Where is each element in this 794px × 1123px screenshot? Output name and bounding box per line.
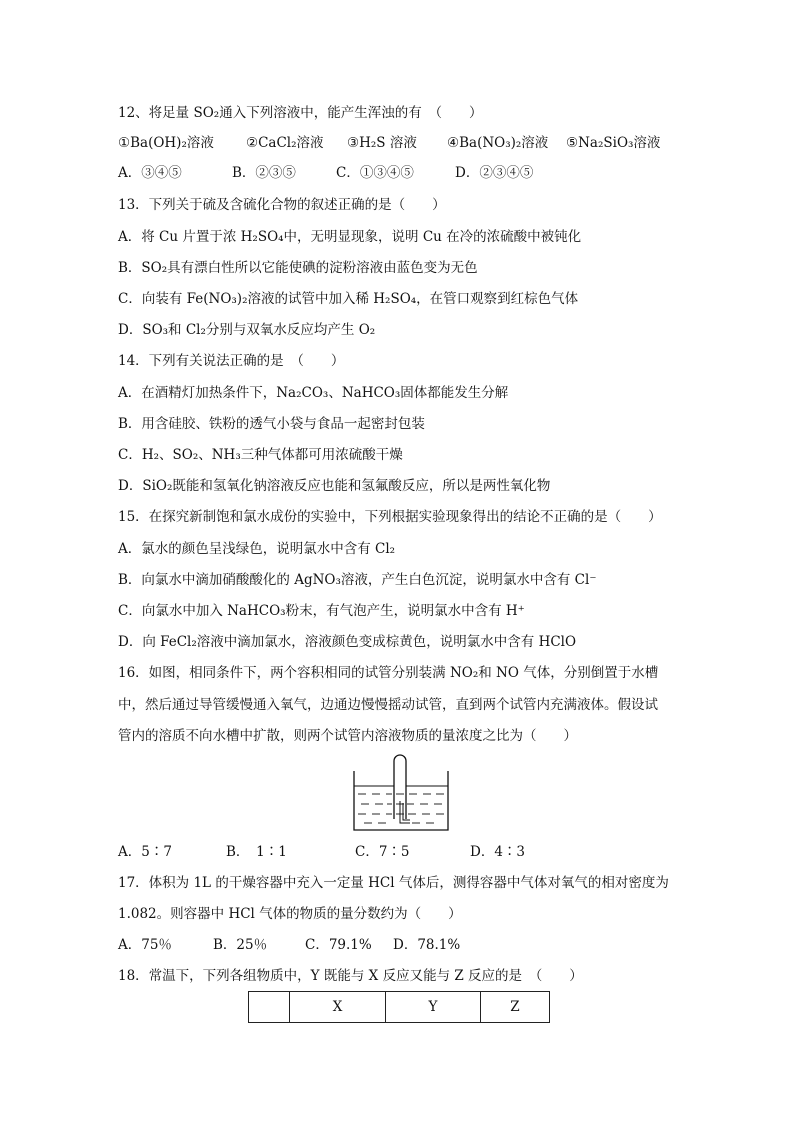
q12-stem: 12、将足量 SO₂通入下列溶液中，能产生浑浊的有 （ ） <box>118 105 483 121</box>
q17-stem-line-1: 17．体积为 1L 的干燥容器中充入一定量 HCl 气体后，测得容器中气体对氧气的相对密度为 <box>118 875 669 891</box>
q15-option-b: B．向氯水中滴加硝酸酸化的 AgNO₃溶液，产生白色沉淀，说明氯水中含有 Cl⁻ <box>118 572 597 588</box>
q13-stem: 13．下列关于硫及含硫化合物的叙述正确的是（ ） <box>118 197 446 213</box>
q17-option-b: B．25％ <box>213 937 268 953</box>
q14-option-d: D．SiO₂既能和氢氧化钠溶液反应也能和氢氟酸反应，所以是两性氧化物 <box>118 478 551 494</box>
q12-item-4: ④Ba(NO₃)₂溶液 <box>447 135 549 151</box>
q18-stem: 18．常温下，下列各组物质中，Y 既能与 X 反应又能与 Z 反应的是 （ ） <box>118 968 583 984</box>
q14-stem: 14．下列有关说法正确的是 （ ） <box>118 353 345 369</box>
q17-option-a: A．75％ <box>118 937 172 953</box>
q13-option-d: D．SO₃和 Cl₂分别与双氧水反应均产生 O₂ <box>118 322 376 338</box>
q13-option-b: B．SO₂具有漂白性所以它能使碘的淀粉溶液由蓝色变为无色 <box>118 260 478 276</box>
q14-option-b: B．用含硅胶、铁粉的透气小袋与食品一起密封包装 <box>118 416 425 432</box>
inverted-test-tube-in-water-trough-diagram <box>352 753 452 833</box>
table-header-y: Y <box>386 992 481 1023</box>
q16-stem-line-1: 16．如图，相同条件下，两个容积相同的试管分别装满 NO₂和 NO 气体，分别倒置于水槽 <box>118 665 659 681</box>
q17-stem-line-2: 1.082。则容器中 HCl 气体的物质的量分数约为（ ） <box>118 906 462 922</box>
q14-option-c: C．H₂、SO₂、NH₃三种气体都可用浓硫酸干燥 <box>118 447 403 463</box>
q12-option-b: B．②③⑤ <box>232 165 296 181</box>
q16-stem-line-3: 管内的溶质不向水槽中扩散，则两个试管内溶液物质的量浓度之比为（ ） <box>118 728 577 744</box>
q17-option-d: D．78.1% <box>393 937 461 953</box>
q15-option-a: A．氯水的颜色呈浅绿色，说明氯水中含有 Cl₂ <box>118 541 396 557</box>
q18-table <box>248 991 550 1023</box>
q16-option-b: B． 1∶1 <box>226 844 287 860</box>
q15-option-d: D．向 FeCl₂溶液中滴加氯水，溶液颜色变成棕黄色，说明氯水中含有 HClO <box>118 634 577 650</box>
q13-option-a: A．将 Cu 片置于浓 H₂SO₄中，无明显现象，说明 Cu 在冷的浓硫酸中被钝化 <box>118 229 582 245</box>
q12-option-d: D．②③④⑤ <box>455 165 534 181</box>
q12-item-1: ①Ba(OH)₂溶液 <box>118 135 214 151</box>
q15-option-c: C．向氯水中加入 NaHCO₃粉末，有气泡产生，说明氯水中含有 H⁺ <box>118 603 525 619</box>
table-header-x: X <box>290 992 386 1023</box>
q12-option-a: A．③④⑤ <box>118 165 182 181</box>
q17-option-c: C．79.1% <box>305 937 372 953</box>
q12-item-5: ⑤Na₂SiO₃溶液 <box>566 135 661 151</box>
q15-stem: 15．在探究新制饱和氯水成份的实验中，下列根据实验现象得出的结论不正确的是（ ） <box>118 509 662 525</box>
q12-option-c: C．①③④⑤ <box>336 165 414 181</box>
q16-option-c: C．7∶5 <box>355 844 410 860</box>
q14-option-a: A．在酒精灯加热条件下，Na₂CO₃、NaHCO₃固体都能发生分解 <box>118 385 509 401</box>
q16-option-d: D．4∶3 <box>470 844 526 860</box>
q13-option-c: C．向装有 Fe(NO₃)₂溶液的试管中加入稀 H₂SO₄，在管口观察到红棕色气体 <box>118 291 579 307</box>
table-header-row <box>249 992 550 1023</box>
table-header-cell <box>249 992 290 1023</box>
q16-stem-line-2: 中，然后通过导管缓慢通入氧气，边通边慢慢摇动试管，直到两个试管内充满液体。假设试 <box>118 697 658 713</box>
q12-item-2: ②CaCl₂溶液 <box>246 135 324 151</box>
q16-option-a: A．5∶7 <box>118 844 172 860</box>
q12-item-3: ③H₂S 溶液 <box>347 135 417 151</box>
table-header-z: Z <box>481 992 550 1023</box>
